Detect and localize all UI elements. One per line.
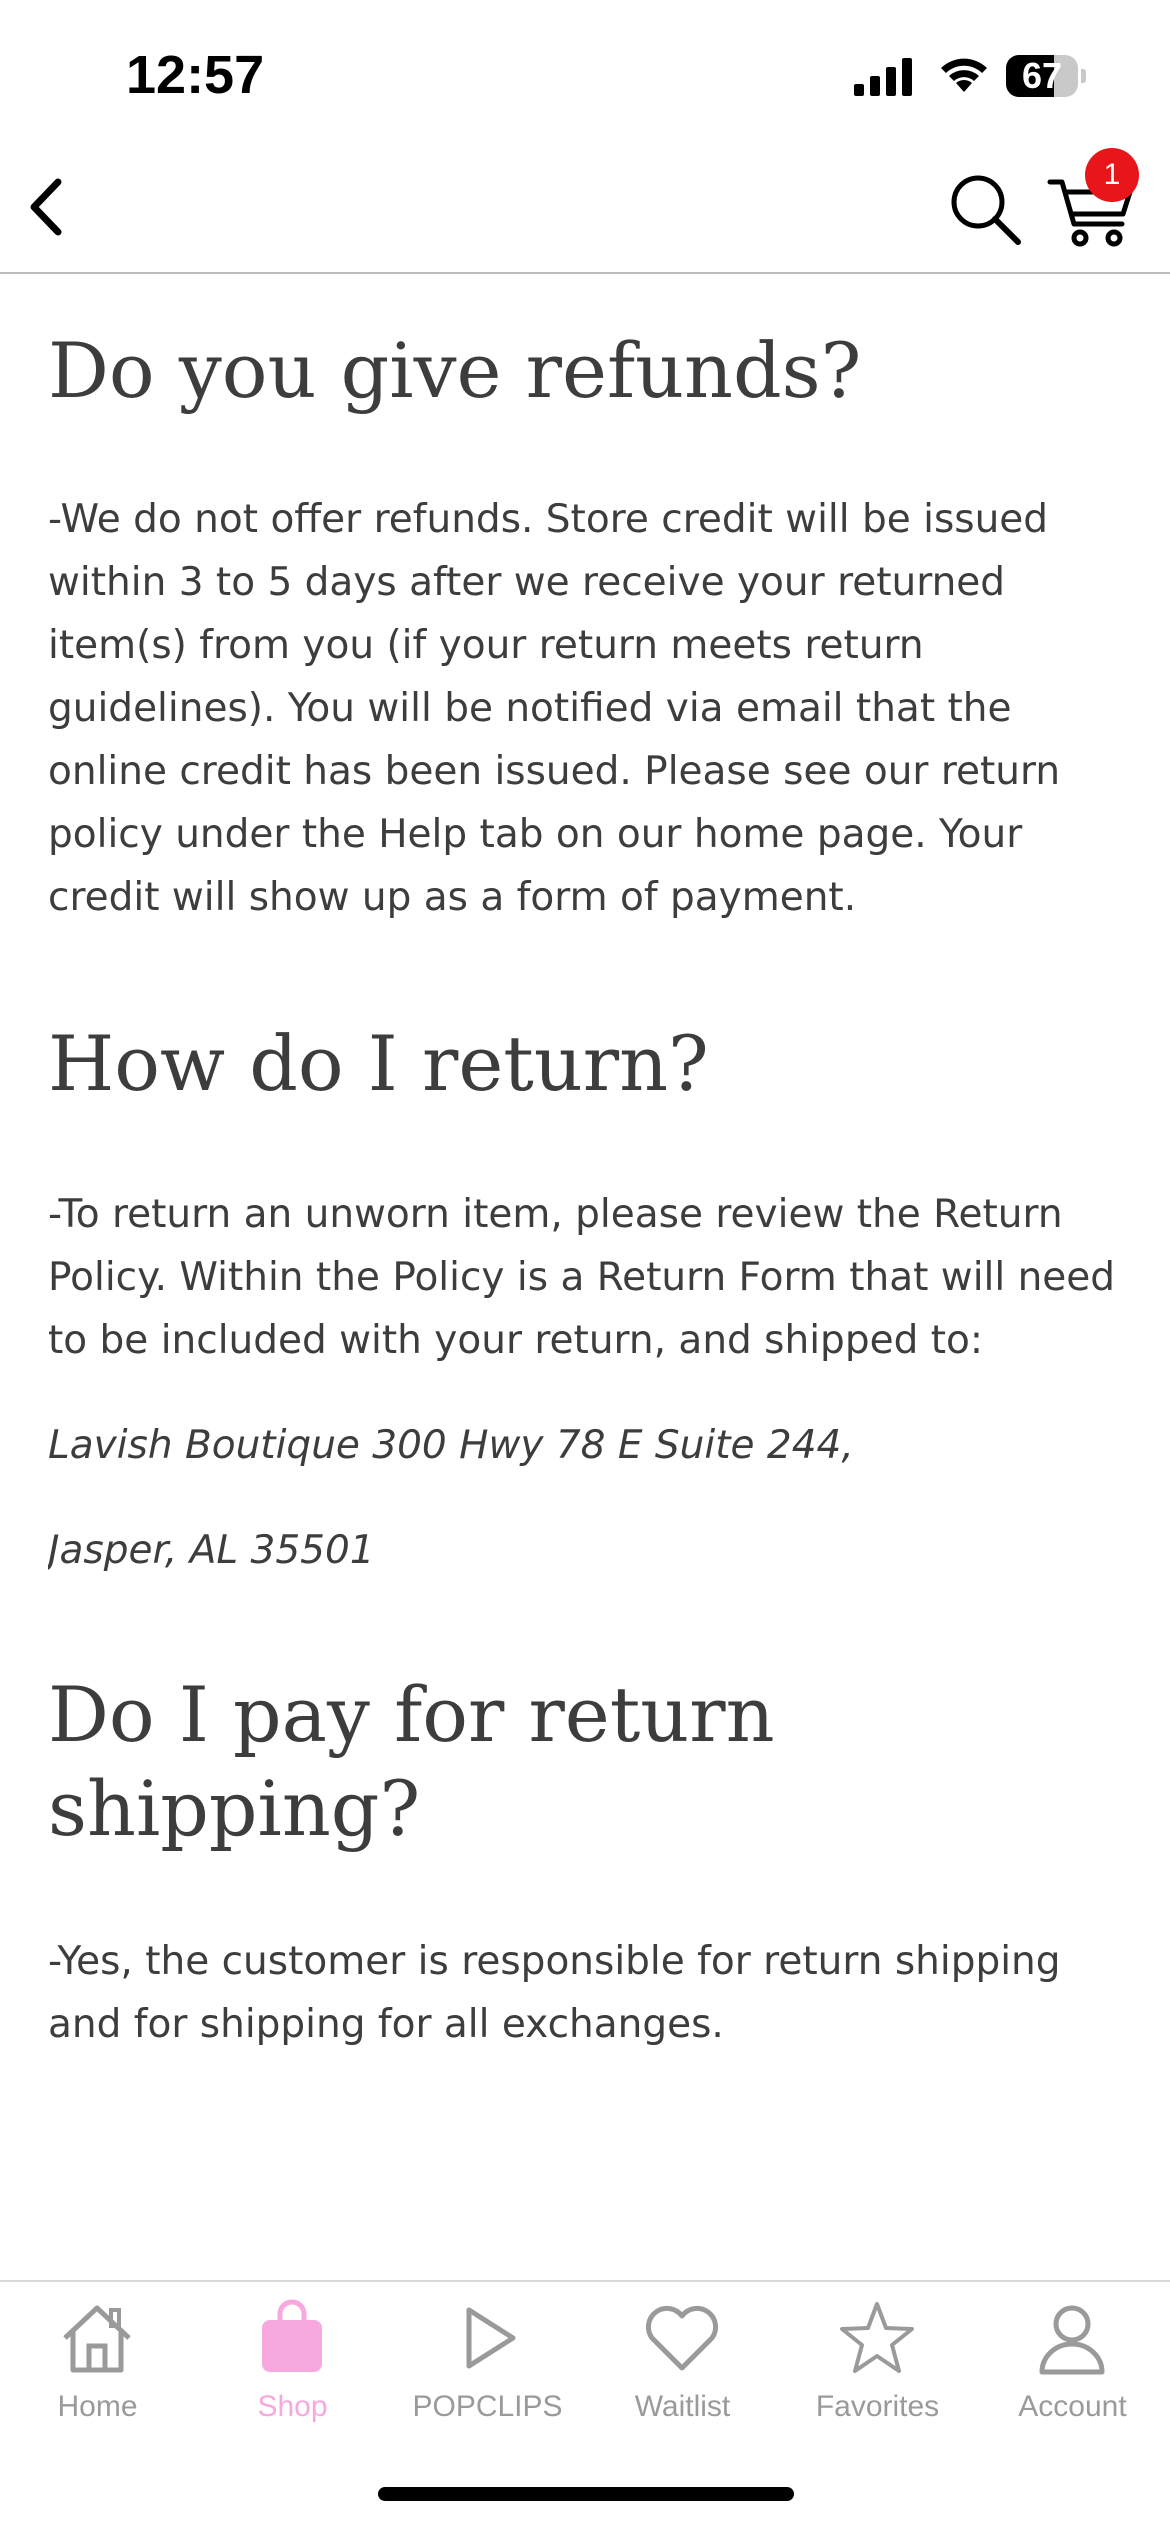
tab-label-home: Home <box>57 2390 138 2423</box>
battery-level: 67 <box>1021 55 1063 96</box>
chevron-left-icon[interactable] <box>18 172 78 242</box>
faq-answer-return: -To return an unworn item, please review the Return Policy. Within the Policy is a Return Form that will need to be included with your return, and shipped to: <box>48 1192 1116 1363</box>
person-icon <box>1032 2298 1112 2378</box>
status-time: 12:57 <box>126 45 265 105</box>
faq-answer-refunds: -We do not offer refunds. Store credit will be issued within 3 to 5 days after we receive your returned item(s) from you (if your return meets return guidelines). You will be notified via email that the online credit has been issued. Please see our return policy under the Help tab on our home page. Your credit will show up as a form of payment. <box>48 497 1061 920</box>
tab-label-waitlist: Waitlist <box>634 2390 731 2423</box>
return-address-line-2: Jasper, AL 35501 <box>48 1528 375 1573</box>
tab-label-shop: Shop <box>257 2390 328 2423</box>
tab-label-favorites: Favorites <box>815 2390 940 2423</box>
battery-icon <box>1006 55 1086 97</box>
faq-question-return-shipping: Do I pay for return shipping? <box>48 1670 775 1853</box>
wifi-icon <box>937 54 991 94</box>
faq-question-refunds: Do you give refunds? <box>48 326 862 415</box>
cellular-signal-icon <box>854 58 916 96</box>
faq-content <box>48 274 1128 2268</box>
home-icon <box>57 2298 137 2378</box>
tab-waitlist[interactable] <box>585 2282 780 2442</box>
search-icon[interactable] <box>946 170 1026 250</box>
status-bar <box>0 0 1170 150</box>
tab-home[interactable] <box>0 2282 195 2442</box>
tab-popclips[interactable] <box>390 2282 585 2442</box>
tab-label-popclips: POPCLIPS <box>412 2390 563 2423</box>
tab-favorites[interactable] <box>780 2282 975 2442</box>
play-icon <box>447 2298 527 2378</box>
tab-account[interactable] <box>975 2282 1170 2442</box>
return-address-line-1: Lavish Boutique 300 Hwy 78 E Suite 244, <box>48 1423 854 1468</box>
home-indicator[interactable] <box>378 2487 794 2501</box>
heart-icon <box>642 2298 722 2378</box>
tab-shop[interactable] <box>195 2282 390 2442</box>
tab-label-account: Account <box>1018 2390 1127 2423</box>
cart-count-badge: 1 <box>1085 148 1139 202</box>
faq-question-return: How do I return? <box>48 1019 709 1108</box>
shopping-bag-icon <box>252 2298 332 2378</box>
faq-answer-return-shipping: -Yes, the customer is responsible for return shipping and for shipping for all exchanges. <box>48 1939 1061 2047</box>
navigation-bar <box>0 150 1170 274</box>
star-icon <box>837 2298 917 2378</box>
